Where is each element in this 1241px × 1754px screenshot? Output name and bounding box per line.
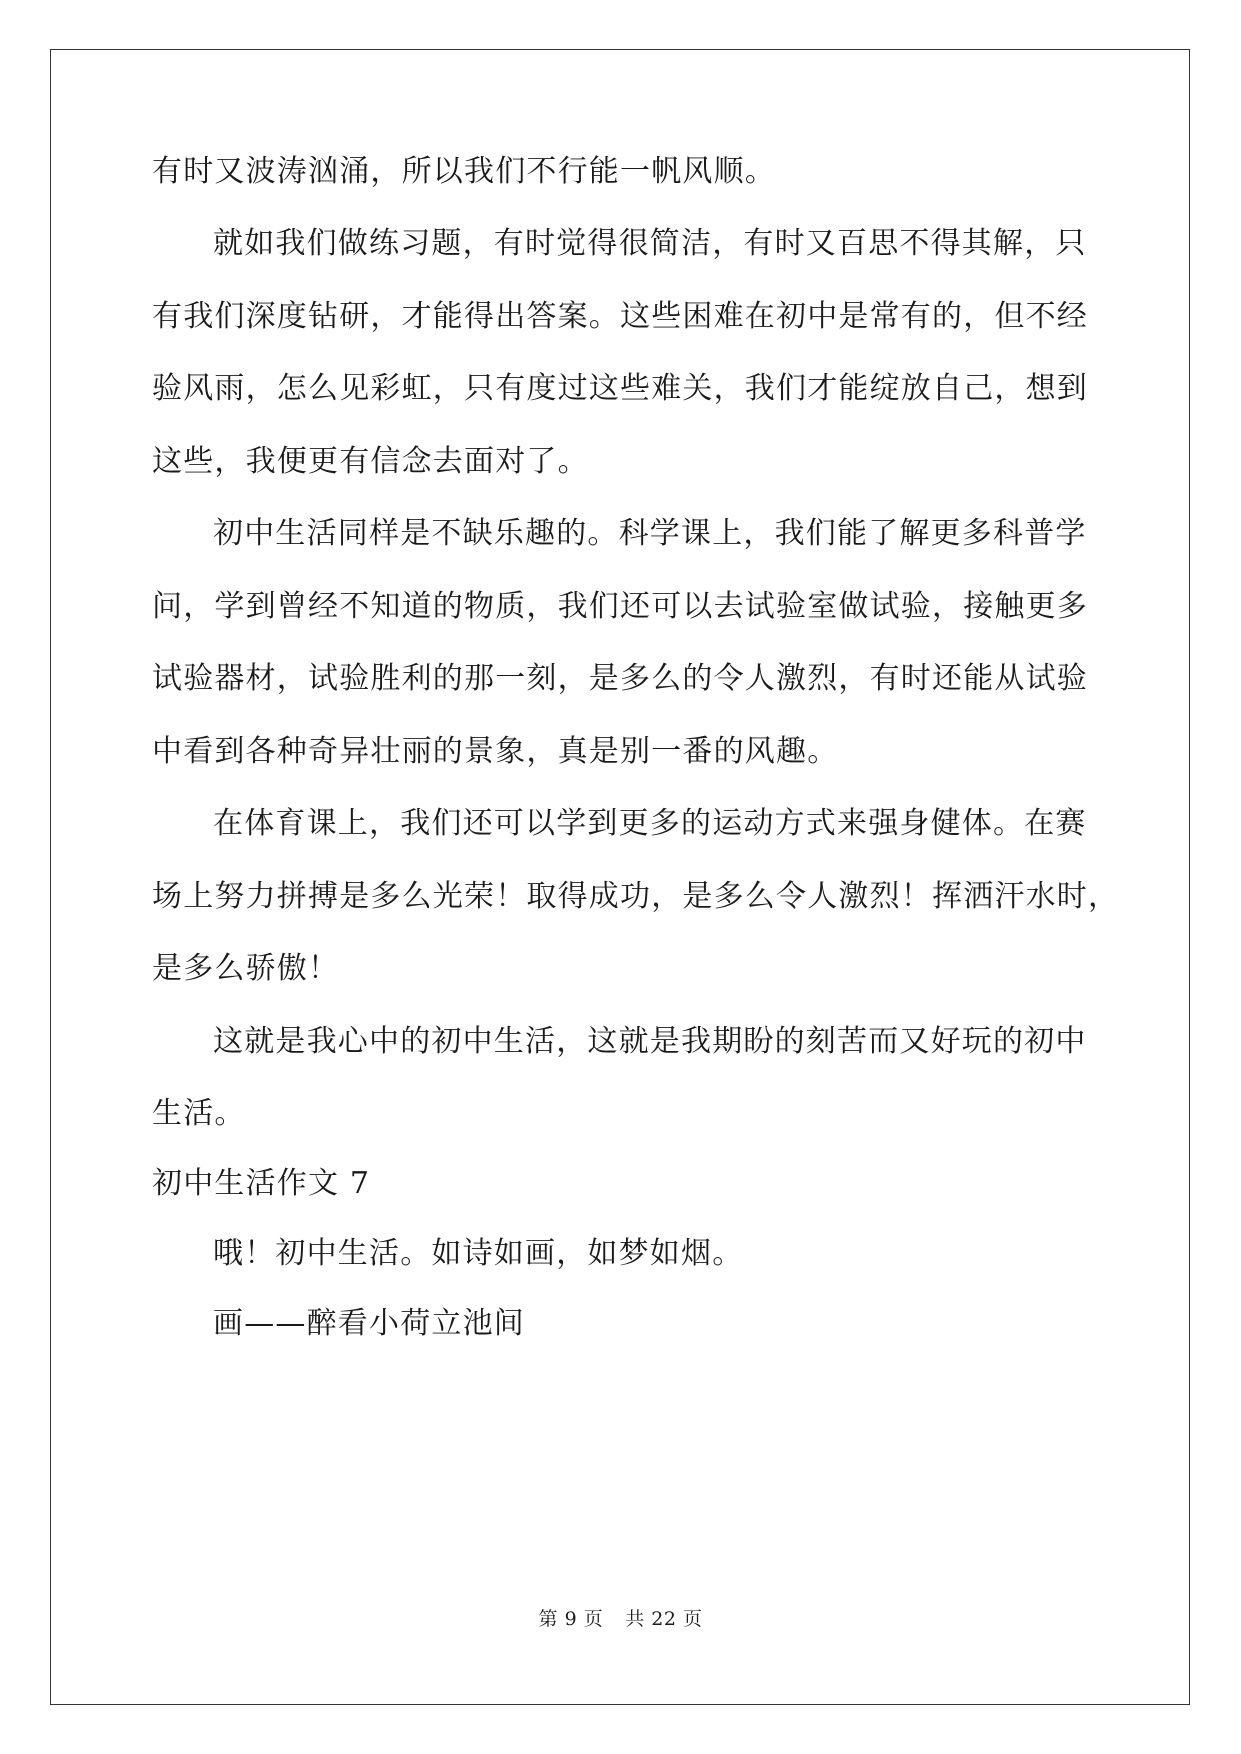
body-line: 生活。 <box>152 1096 246 1131</box>
section-heading: 初中生活作文 7 <box>152 1166 371 1201</box>
body-line: 初中生活同样是不缺乐趣的。科学课上，我们能了解更多科普学 <box>213 516 1087 551</box>
page-number: 第 9 页 <box>538 1608 604 1630</box>
body-line: 场上努力拼搏是多么光荣！取得成功，是多么令人激烈！挥洒汗水时， <box>152 879 1120 914</box>
body-line: 是多么骄傲！ <box>152 951 340 986</box>
body-line: 有我们深度钻研，才能得出答案。这些困难在初中是常有的，但不经 <box>152 299 1088 334</box>
body-line: 哦！初中生活。如诗如画，如梦如烟。 <box>213 1236 744 1271</box>
page-total: 共 22 页 <box>625 1608 703 1630</box>
body-line: 画——醉看小荷立池间 <box>213 1306 525 1341</box>
body-line: 试验器材，试验胜利的那一刻，是多么的令人激烈，有时还能从试验 <box>152 661 1088 696</box>
body-line: 中看到各种奇异壮丽的景象，真是别一番的风趣。 <box>152 734 839 769</box>
body-line: 在体育课上，我们还可以学到更多的运动方式来强身健体。在赛 <box>213 806 1087 841</box>
body-line: 验风雨，怎么见彩虹，只有度过这些难关，我们才能绽放自己，想到 <box>152 371 1088 406</box>
body-line: 这就是我心中的初中生活，这就是我期盼的刻苦而又好玩的初中 <box>213 1024 1087 1059</box>
page-footer <box>0 1606 1241 1632</box>
body-line: 就如我们做练习题，有时觉得很简洁，有时又百思不得其解，只 <box>213 226 1087 261</box>
body-line: 有时又波涛汹涌，所以我们不行能一帆风顺。 <box>152 154 776 189</box>
body-line: 问，学到曾经不知道的物质，我们还可以去试验室做试验，接触更多 <box>152 589 1088 624</box>
body-line: 这些，我便更有信念去面对了。 <box>152 444 589 479</box>
